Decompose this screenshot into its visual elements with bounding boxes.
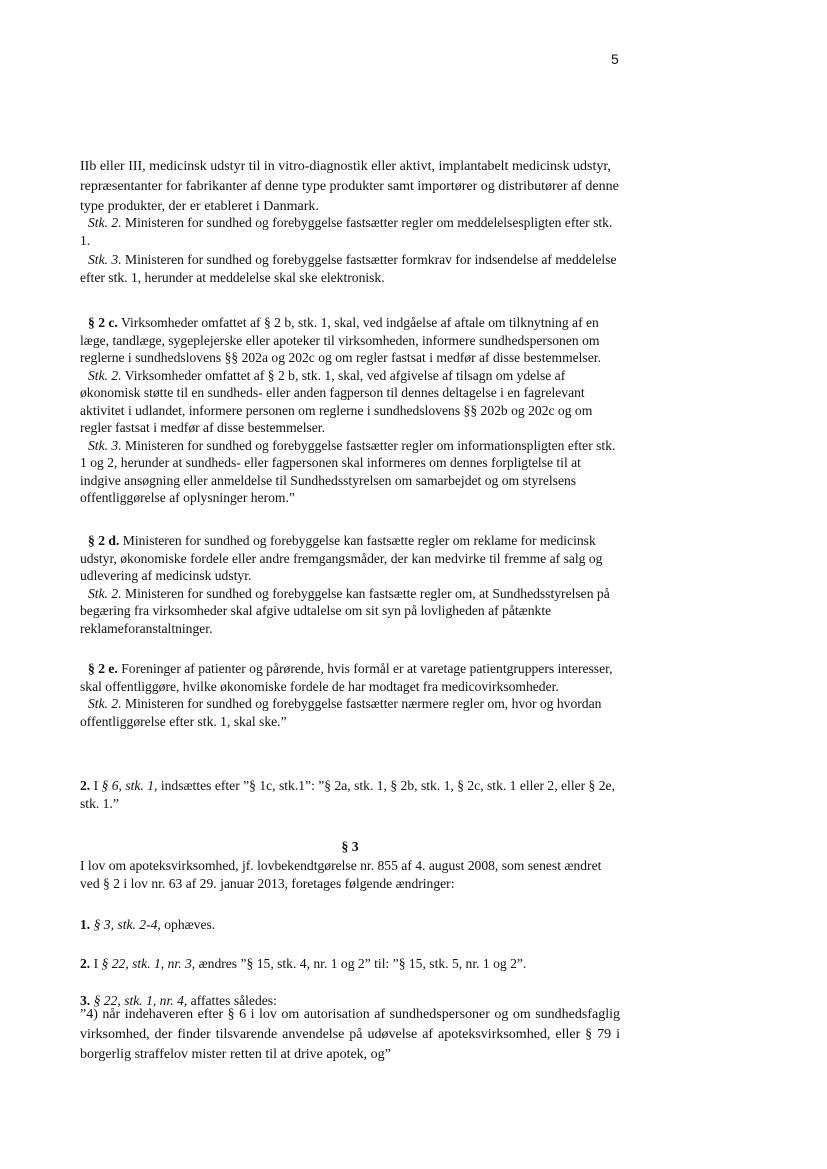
section-3-heading: § 3 (341, 839, 359, 854)
intro-stk-block (80, 214, 620, 286)
section-3-item-2: 2. I § 22, stk. 1, nr. 3, ændres ”§ 15, stk. 4, nr. 1 og 2” til: ”§ 15, stk. 5, nr. 1 og 2”. (80, 956, 527, 971)
section-3-intro-block (80, 857, 620, 892)
intro-stk3: Stk. 3. Ministeren for sundhed og forebyggelse fastsætter formkrav for indsendelse af meddelelse efter stk. 1, herunder at meddelelse skal ske elektronisk. (80, 252, 617, 285)
section-2e-main: § 2 e. Foreninger af patienter og pårørende, hvis formål er at varetage patientgruppers interesser, skal offentliggøre, hvilke økonomiske fordele de har modtaget fra medicovirksomheder. (80, 661, 613, 694)
intro-stk2: Stk. 2. Ministeren for sundhed og forebyggelse fastsætter regler om meddelelsespligten efter stk. 1. (80, 215, 613, 248)
section-2d (80, 532, 620, 637)
section-3-item-3-quote-block (80, 1005, 620, 1065)
intro-block (80, 157, 620, 217)
section-3-item-3: 3. § 22, stk. 1, nr. 4, affattes således: (80, 993, 277, 1008)
section-2c (80, 314, 620, 507)
section-2d-stk2: Stk. 2. Ministeren for sundhed og forebyggelse kan fastsætte regler om, at Sundhedsstyrelsen på begæring fra virksomheder skal afgive udtalelse om sit syn på lovligheden af påtænkte reklameforanstaltninger. (80, 585, 610, 636)
section-3-heading-block (80, 838, 620, 856)
section-2c-stk2: Stk. 2. Virksomheder omfattet af § 2 b, stk. 1, skal, ved afgivelse af tilsagn om ydelse af økonomisk støtte til en sundheds- eller anden fagperson til dennes deltagelse i en fagrelevant aktivitet i udlandet, informere personen om reglerne i sundhedslovens §§ 202b og 202c og om regler fastsat i medfør af disse bestemmelser. (80, 367, 593, 435)
section-3-item-1: 1. § 3, stk. 2-4, ophæves. (80, 917, 216, 932)
section-2e (80, 660, 620, 730)
section-2c-stk3: Stk. 3. Ministeren for sundhed og forebyggelse fastsætter regler om informationspligten efter stk. 1 og 2, herunder at sundheds- eller fagpersonen skal informeres om dennes forpligtelse til at indgive ansøgning eller anmeldelse til Sundhedsstyrelsen om samarbejdet og om styrelsens offentliggørelse af oplysninger herom.” (80, 437, 616, 505)
section-2d-main: § 2 d. Ministeren for sundhed og forebyggelse kan fastsætte regler om reklame for medicinsk udstyr, økonomiske fordele eller andre fremgangsmåder, der kan medvirke til fremme af salg og udlevering af medicinsk udstyr. (80, 533, 603, 583)
amendment-item-2-text: 2. I § 6, stk. 1, indsættes efter ”§ 1c, stk.1”: ”§ 2a, stk. 1, § 2b, stk. 1, § 2c, stk. 1 eller 2, eller § 2e, stk. 1.” (80, 778, 615, 811)
page-number: 5 (611, 51, 619, 67)
section-3-intro: I lov om apoteksvirksomhed, jf. lovbekendtgørelse nr. 855 af 4. august 2008, som senest ændret ved § 2 i lov nr. 63 af 29. januar 2013, foretages følgende ændringer: (80, 858, 602, 891)
amendment-item-2 (80, 777, 620, 812)
section-2c-main: § 2 c. Virksomheder omfattet af § 2 b, stk. 1, skal, ved indgåelse af aftale om tilknytning af en læge, tandlæge, sygeplejerske eller apoteker til virksomheden, informere sundhedspersonen om reglerne i sundhedslovens §§ 202a og 202c og om regler fastsat i medfør af disse bestemmelser. (80, 315, 601, 365)
intro-paragraph: IIb eller III, medicinsk udstyr til in vitro-diagnostik eller aktivt, implantabelt medicinsk udstyr, repræsentanter for fabrikanter af denne type produkter samt importører og distributører af denne type produkter, der er etableret i Danmark. (80, 159, 619, 214)
section-3-item-3-quote: ”4) når indehaveren efter § 6 i lov om autorisation af sundhedspersoner og om sundhedsfaglig virksomhed, der finder tilsvarende anvendelse på udøvelse af apoteksvirksomhed, eller § 79 i borgerlig straffelov mister retten til at drive apotek, og” (80, 1007, 620, 1062)
section-2e-stk2: Stk. 2. Ministeren for sundhed og forebyggelse fastsætter nærmere regler om, hvor og hvordan offentliggørelse efter stk. 1, skal ske.” (80, 696, 602, 729)
